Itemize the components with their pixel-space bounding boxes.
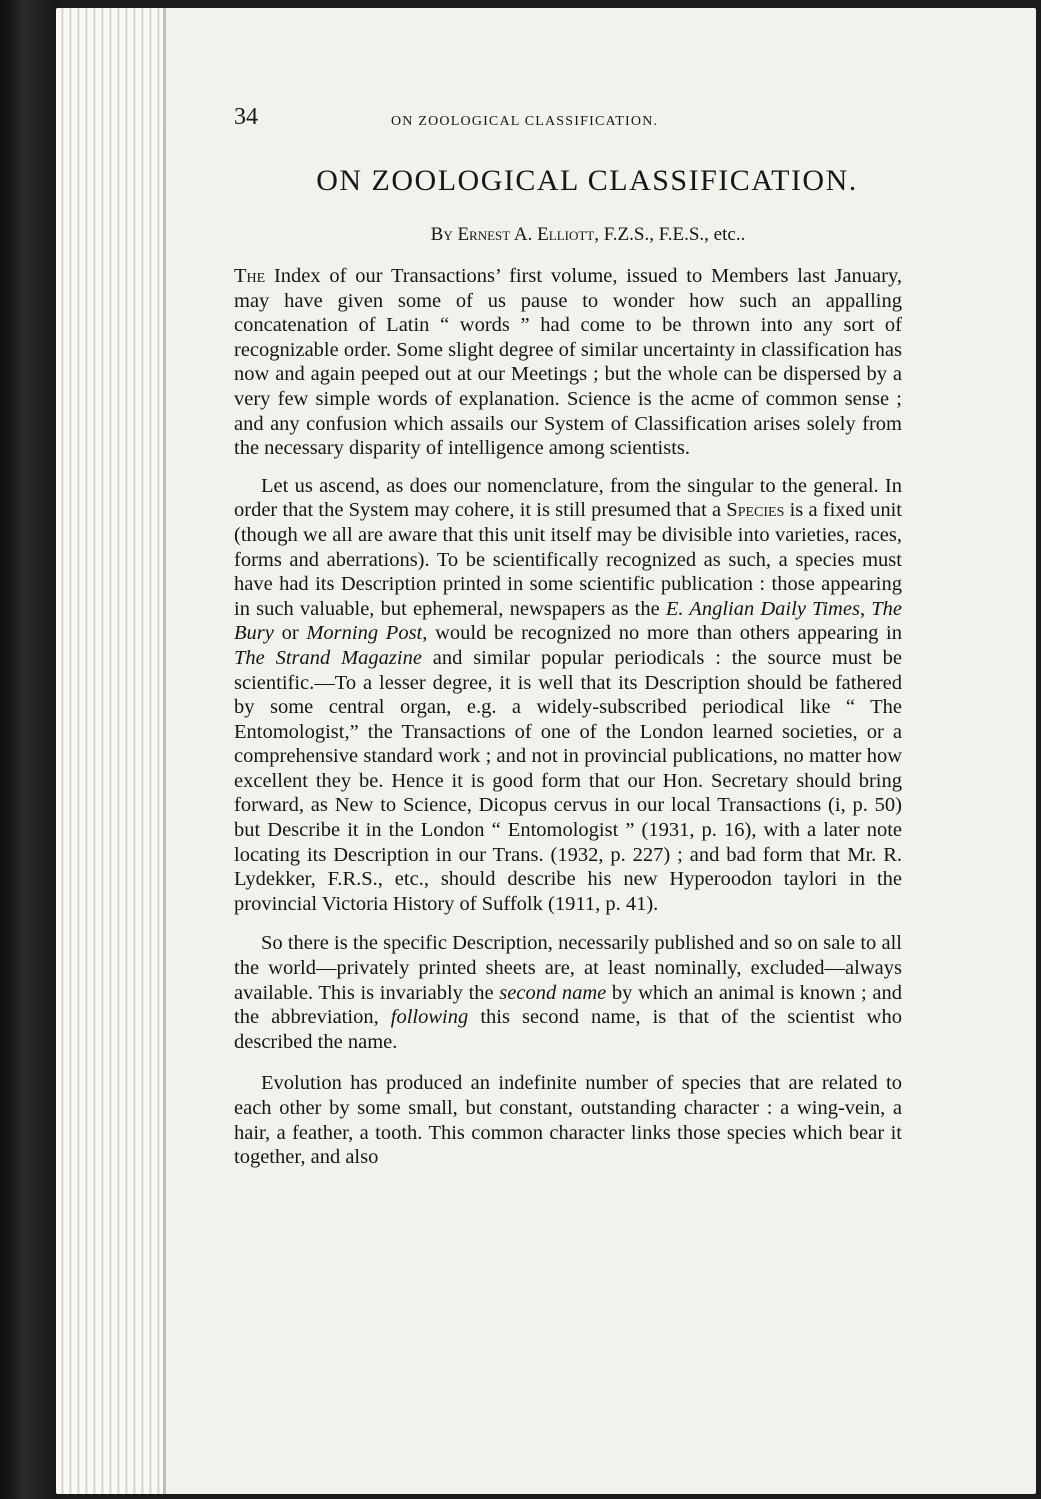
p3-seg-a: So there is the specific Description, necessarily published and so on sale to all the world—privately printed sheets are, at least nominally, excluded—always available. This is invariably the [234,932,902,1004]
article-title: ON ZOOLOGICAL CLASSIFICATION. [316,164,858,197]
author-credentials: , F.Z.S., F.E.S., etc.. [594,224,746,245]
page-number: 34 [234,104,258,130]
p2-seg-d: or [273,622,307,645]
magazine-strand: The Strand Magazine [234,646,422,669]
p2-seg-a: Let us ascend, as does our nomenclature, from the singular to the general. In order that the System may cohere, it is still presumed that a [234,474,902,522]
paragraph-4-text: Evolution has produced an indefinite number of species that are related to each other by some small, but constant, outstanding character : a wing-vein, a hair, a feather, a tooth. This common character links those species which bear it together, and also [234,1072,902,1169]
p2-seg-b: is a fixed unit (though we all are aware that this unit itself may be divisible into varieties, races, forms and aberrations). To be scientifically recognized as such, a species must have had its Description printed in some scientific publication : those appearing in such valuable, but ephemeral, newspapers as the [234,499,902,620]
byline [274,224,902,246]
author-name: Ernest A. Elliott [457,224,595,245]
page-header [234,104,902,136]
p2-seg-f: and similar popular periodicals : the source must be scientific.—To a lesser degree, it is well that its Description should be fathered by some central organ, e.g. a widely-subscribed periodical like “ The Entomologist,” the Transactions of one of the London learned societies, or a comprehensive standard work ; and not in provincial publications, no matter how excellent they be. Hence it is good form that our Hon. Secretary should bring forward, as New to Science, Dicopus cervus in our local Transactions (i, p. 50) but Describe it in the London “ Entomologist ” (1931, p. 16), with a later note locating its Description in our Trans. (1932, p. 227) ; and bad form that Mr. R. Lydekker, F.R.S., etc., should describe his new Hyperoodon taylori in the provincial Victoria History of Suffolk (1911, p. 41). [234,646,902,915]
paragraph-4 [234,1071,902,1169]
paragraph-1-text: Index of our Transactions’ first volume, issued to Members last January, may have given some of us pause to wonder how such an appalling concatenation of Latin “ words ” had come to be thrown into any sort of recognizable order. Some slight degree of similar uncertainty in classification has now and again peeped out at our Meetings ; but the whole can be dispersed by a very few simple words of explanation. Science is the acme of common sense ; and any confusion which assails our System of Classification arises solely from the necessary disparity of intelligence among scientists. [234,265,902,460]
species-term: Species [726,499,785,522]
running-head: ON ZOOLOGICAL CLASSIFICATION. [391,114,659,129]
paragraph-2 [234,474,902,917]
paragraph-3 [234,931,902,1054]
paragraph-1 [234,264,902,461]
term-following: following [390,1006,469,1029]
byline-by: By [430,224,453,245]
term-second-name: second name [499,981,607,1004]
p3-seg-b: by which an animal is known ; and the abbreviation, [234,981,902,1029]
newspaper-morning-post: Morning Post [306,622,423,645]
p3-seg-c: this second name, is that of the scientist who described the name. [234,1006,902,1053]
newspaper-anglian: E. Anglian Daily Times [665,597,860,620]
page-content [234,104,902,1170]
p2-seg-e: , would be recognized no more than others appearing in [422,622,902,645]
page-edges [56,8,166,1494]
book-binding [0,0,60,1499]
lead-in: The [234,265,266,287]
newspaper-bury: The Bury [234,597,902,645]
p2-seg-c: , [859,597,872,620]
